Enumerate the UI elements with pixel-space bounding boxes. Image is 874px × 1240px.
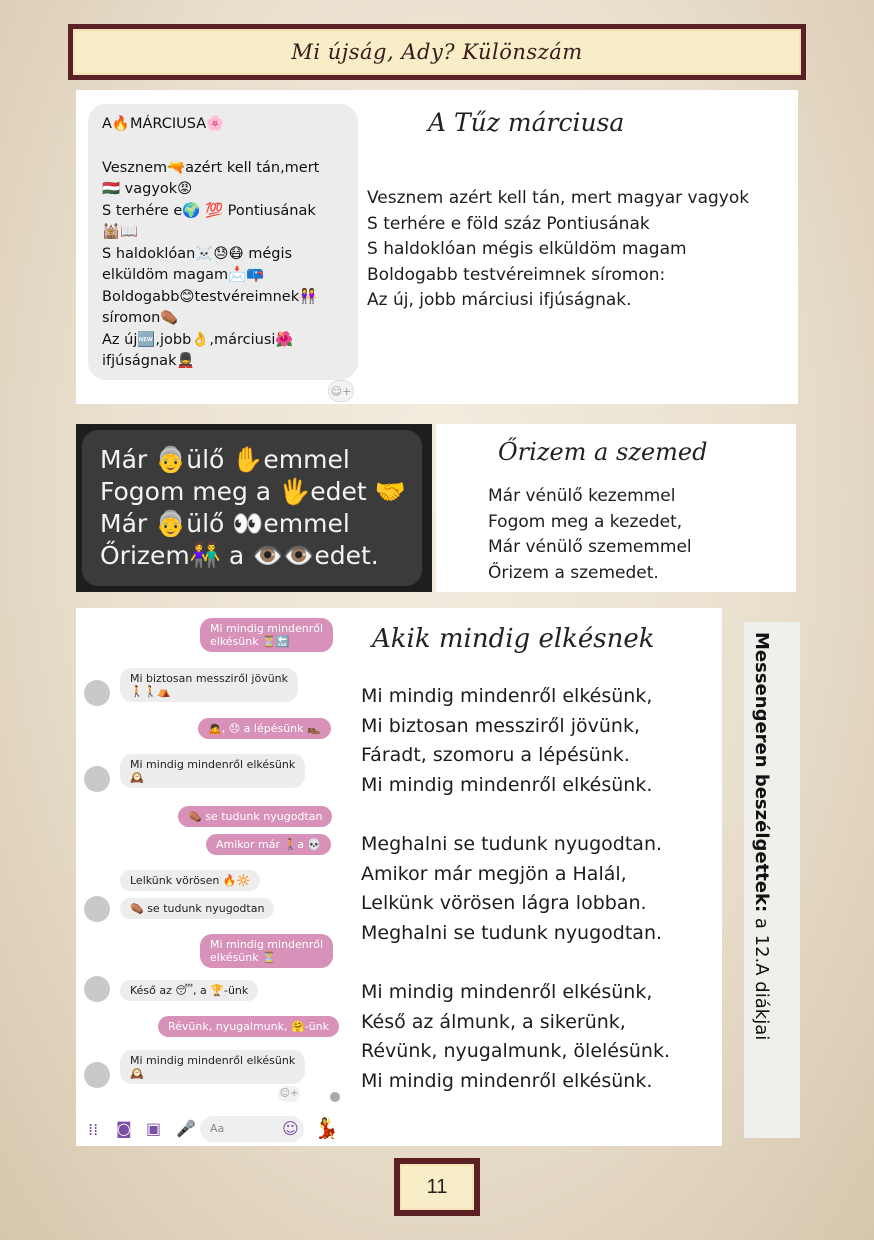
page-number: 11 <box>400 1164 474 1210</box>
emoji-line: S haldoklóan☠️😓😷 mégis <box>102 245 293 262</box>
credits-rest: a 12.A diákjai <box>751 912 772 1041</box>
emoji-line: Boldogabb😊testvéreimnek👭 <box>102 288 318 305</box>
page-number-box <box>394 1158 480 1216</box>
menu-dots-icon[interactable]: ⁞⁞ <box>88 1120 99 1139</box>
chat-message-in: ⚰️ se tudunk nyugodtan <box>120 898 274 919</box>
emoji-line: elküldöm magam📩📪 <box>102 267 265 283</box>
chat-message-in: Lelkünk vörösen 🔥🔆 <box>120 870 260 891</box>
header-inner <box>73 29 801 75</box>
chat-message-out: Mi mindig mindenről elkésünk ⏳ <box>200 934 333 968</box>
poem-section-3 <box>76 608 722 1146</box>
emoji-line: Vesznem🔫azért kell tán,mert <box>102 159 320 176</box>
avatar <box>84 976 110 1002</box>
poem-section-2 <box>436 424 796 592</box>
poem-title-1: A Tűz márciusa <box>428 108 625 137</box>
emoji-line: S terhére e🌍 💯 Pontiusának <box>102 202 316 219</box>
seen-indicator <box>330 1092 340 1102</box>
smiley-icon[interactable]: ☺ <box>282 1119 299 1138</box>
poem-title-2: Őrizem a szemed <box>498 438 708 466</box>
poem-section-1 <box>76 90 798 404</box>
dancer-emoji-icon[interactable]: 💃 <box>314 1116 339 1140</box>
emoji-line: 🇭🇺 vagyok😡 <box>102 181 193 197</box>
dark-message-bubble <box>82 430 422 586</box>
chat-message-out: Mi mindig mindenről elkésünk ⏳🔚 <box>200 618 333 652</box>
chat-message-in: Késő az 😴, a 🏆-ünk <box>120 980 258 1001</box>
chat-message-in: Mi mindig mindenről elkésünk 🕰️ <box>120 754 305 788</box>
poem-text-3: Mi mindig mindenről elkésünk, Mi biztosan messziről jövünk, Fáradt, szomoru a lépésünk. Mi mindig mindenről elkésünk. Meghalni se tudunk nyugodtan. Amikor már megjön a Halál, Lelkünk vörösen lágra lobban. Meghalni se tudunk nyugodtan. Mi mindig mindenről elkésünk, Késő az álmunk, a sikerünk, Révünk, nyugalmunk, ölelésünk. Mi mindig mindenről elkésünk. <box>361 685 671 1092</box>
add-reaction-icon[interactable]: ☺+ <box>328 380 354 402</box>
emoji-title: A🔥MÁRCIUSA🌸 <box>102 116 225 132</box>
magazine-title: Mi újság, Ady? Különszám <box>291 40 583 64</box>
chat-message-out: Amikor már 🚶a 💀 <box>206 834 331 855</box>
emoji-message-bubble <box>88 104 358 380</box>
chat-message-in: Mi biztosan messziről jövünk 🚶🚶⛺ <box>120 668 298 702</box>
emoji-line: Az új🆕,jobb👌,márciusi🌺 <box>102 331 294 348</box>
chat-message-out: 🙇, 😞 a lépésünk 👞 <box>198 718 331 739</box>
emoji-line: Őrizem👫 a 👁️👁️edet. <box>100 541 379 570</box>
avatar <box>84 680 110 706</box>
message-input[interactable]: Aa <box>200 1116 304 1142</box>
emoji-screenshot-2 <box>76 424 432 592</box>
add-reaction-icon[interactable]: ☺+ <box>278 1086 300 1102</box>
credits-bold: Messengeren beszélgettek: <box>751 632 772 913</box>
chat-message-out: ⚰️ se tudunk nyugodtan <box>178 806 332 827</box>
credits-text <box>751 632 772 1040</box>
avatar <box>84 766 110 792</box>
chat-message-out: Révünk, nyugalmunk, 🤗-ünk <box>158 1016 339 1037</box>
camera-icon[interactable]: ◙ <box>116 1119 132 1138</box>
chat-message-in: Mi mindig mindenről elkésünk 🕰️ <box>120 1050 305 1084</box>
emoji-line: ifjúságnak💂 <box>102 353 195 369</box>
emoji-line: Már 👵ülő ✋emmel <box>100 445 350 474</box>
poem-text-1: Vesznem azért kell tán, mert magyar vagyok S terhére e föld száz Pontiusának S haldoklóan mégis elküldöm magam Boldogabb testvéreimnek síromon: Az új, jobb márciusi ifjúságnak. <box>367 188 750 310</box>
gallery-icon[interactable]: ▣ <box>146 1119 162 1138</box>
poem-title-3: Akik mindig elkésnek <box>372 624 655 654</box>
emoji-line: Már 👵ülő 👀emmel <box>100 509 350 538</box>
microphone-icon[interactable]: 🎤 <box>176 1119 196 1138</box>
poem-text-2: Már vénülő kezemmel Fogom meg a kezedet, Már vénülő szememmel Őrizem a szemedet. <box>488 486 692 583</box>
credits-sidebar <box>744 622 800 1138</box>
avatar <box>84 1062 110 1088</box>
header-banner <box>68 24 806 80</box>
emoji-line: 🕍📖 <box>102 224 139 240</box>
emoji-line: Fogom meg a 🖐️edet 🤝 <box>100 477 406 506</box>
avatar <box>84 896 110 922</box>
emoji-line: síromon⚰️ <box>102 310 179 326</box>
